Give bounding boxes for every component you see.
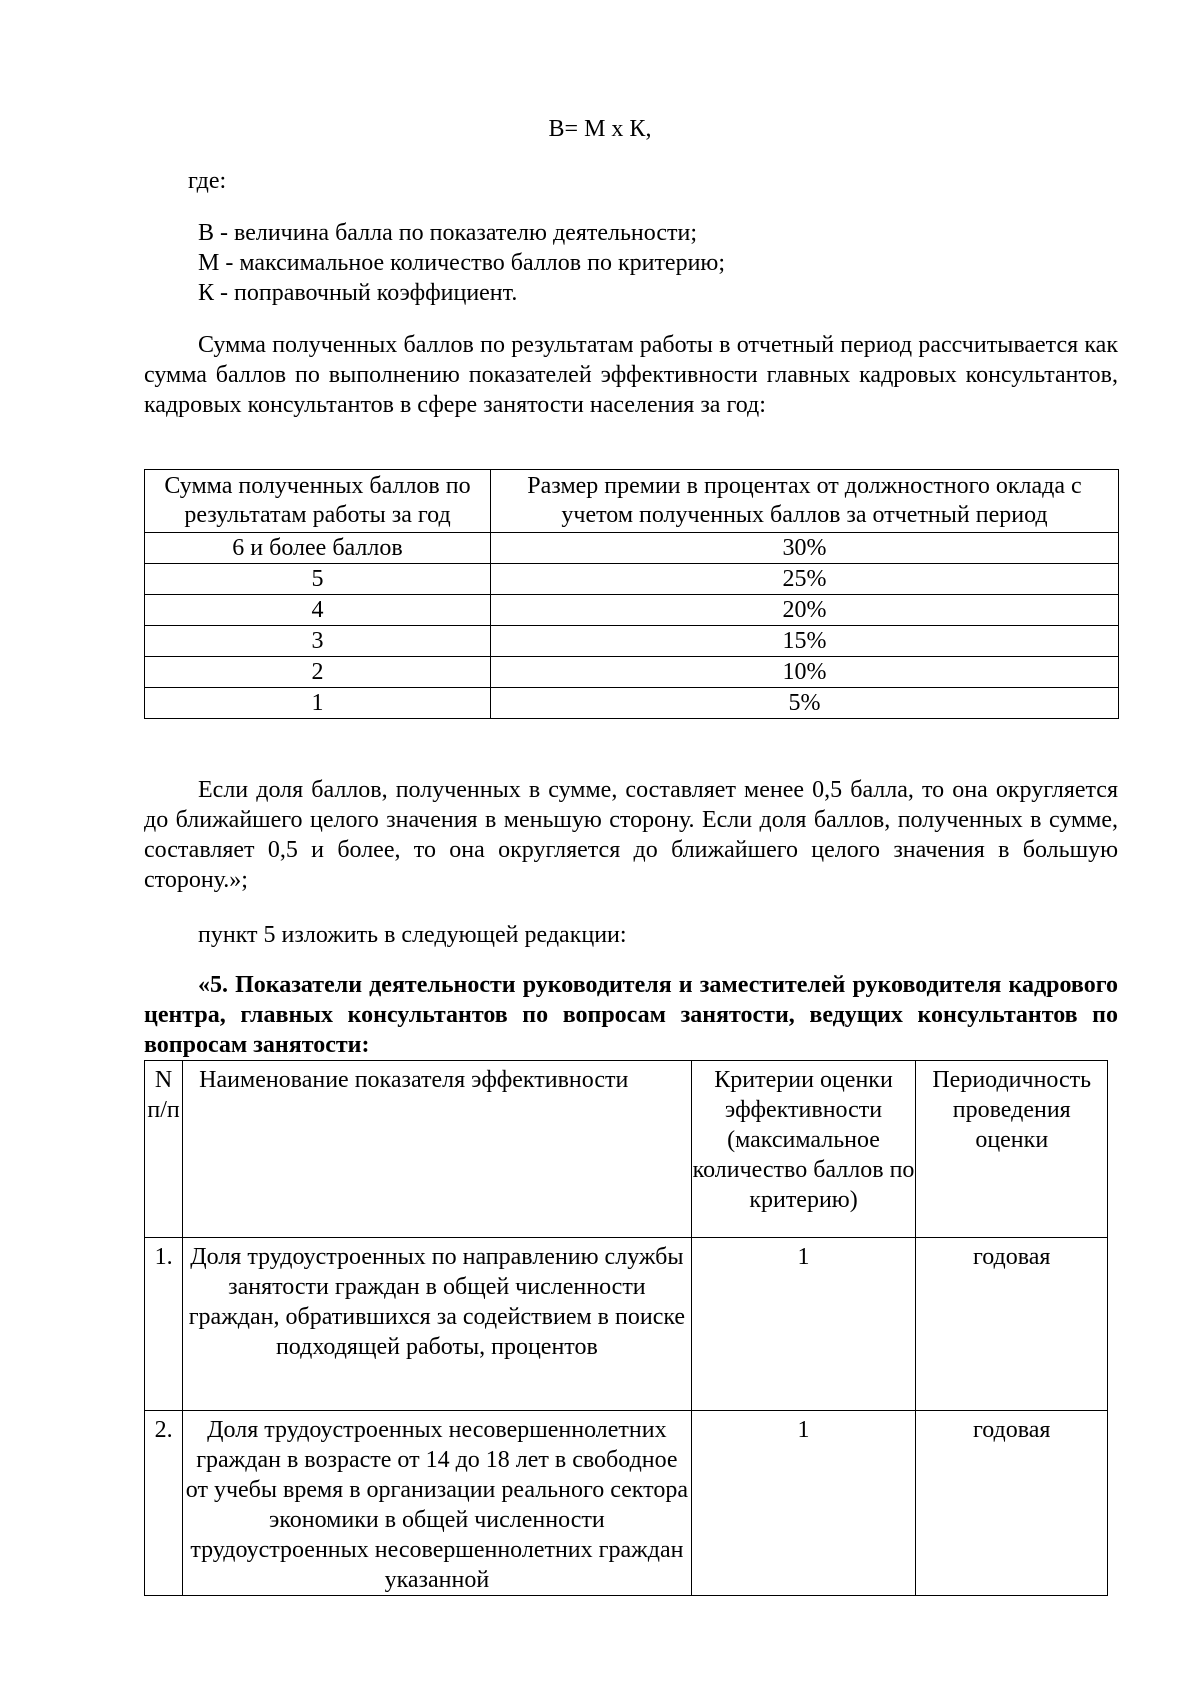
table-row — [145, 626, 1119, 657]
table-row — [145, 657, 1119, 688]
table-row — [145, 688, 1119, 719]
table-header-row — [145, 470, 1119, 533]
table-cell: 1. — [145, 1238, 183, 1411]
table-cell: 4 — [145, 595, 491, 626]
table-cell: Доля трудоустроенных несовершеннолетних граждан в возрасте от 14 до 18 лет в свободное от учебы время в организации реального сектора экономики в общей численности трудоустроенных несовершеннолетних граждан указанной — [183, 1411, 691, 1596]
table-cell: 1 — [691, 1238, 916, 1411]
table-row — [145, 1411, 1108, 1596]
table-header-cell: Размер премии в процентах от должностного оклада с учетом полученных баллов за отчетный период — [491, 470, 1119, 533]
table-cell: Доля трудоустроенных по направлению службы занятости граждан в общей численности граждан, обратившихся за содействием в поиске подходящей работы, процентов — [183, 1238, 691, 1411]
table-header-cell: Наименование показателя эффективности — [183, 1061, 691, 1238]
table-cell: 10% — [491, 657, 1119, 688]
table-cell: 1 — [145, 688, 491, 719]
paragraph-item5: пункт 5 изложить в следующей редакции: — [198, 922, 627, 948]
table-cell: 25% — [491, 564, 1119, 595]
table-row — [145, 533, 1119, 564]
table-header-cell: Критерии оценки эффективности (максимальное количество баллов по критерию) — [691, 1061, 916, 1238]
definition-item: К - поправочный коэффициент. — [198, 280, 518, 306]
table-cell: 3 — [145, 626, 491, 657]
table-cell: 2 — [145, 657, 491, 688]
table-header-cell: Сумма полученных баллов по результатам работы за год — [145, 470, 491, 533]
table-header-cell: N п/п — [145, 1061, 183, 1238]
table-header-row — [145, 1061, 1108, 1238]
table-cell: годовая — [916, 1411, 1108, 1596]
table-row — [145, 595, 1119, 626]
table-cell: 20% — [491, 595, 1119, 626]
table-header-cell: Периодичность проведения оценки — [916, 1061, 1108, 1238]
section-title: «5. Показатели деятельности руководителя и заместителей руководителя кадрового центра, главных консультантов по вопросам занятости, ведущих консультантов по вопросам занятости: — [144, 972, 1118, 1058]
table-cell: годовая — [916, 1238, 1108, 1411]
table-cell: 6 и более баллов — [145, 533, 491, 564]
table-cell: 5% — [491, 688, 1119, 719]
bonus-table — [144, 469, 1119, 719]
paragraph-rounding: Если доля баллов, полученных в сумме, составляет менее 0,5 балла, то она округляется до ближайшего целого значения в меньшую сторону. Если доля баллов, полученных в сумме, составляет 0,5 и более, то она округляется до ближайшего целого значения в большую сторону.»; — [144, 777, 1118, 893]
where-label: где: — [188, 168, 227, 194]
definitions-list — [198, 218, 725, 308]
definition-item: М - максимальное количество баллов по критерию; — [198, 250, 726, 276]
definition-item: В - величина балла по показателю деятельности; — [198, 220, 698, 246]
table-cell: 30% — [491, 533, 1119, 564]
table-cell: 5 — [145, 564, 491, 595]
table-cell: 1 — [691, 1411, 916, 1596]
table-row — [145, 1238, 1108, 1411]
indicators-table — [144, 1060, 1108, 1596]
formula: В= М х К, — [548, 116, 652, 142]
table-cell: 2. — [145, 1411, 183, 1596]
paragraph-sum: Сумма полученных баллов по результатам работы в отчетный период рассчитывается как сумма баллов по выполнению показателей эффективности главных кадровых консультантов, кадровых консультантов в сфере занятости населения за год: — [144, 332, 1118, 418]
table-cell: 15% — [491, 626, 1119, 657]
table-row — [145, 564, 1119, 595]
